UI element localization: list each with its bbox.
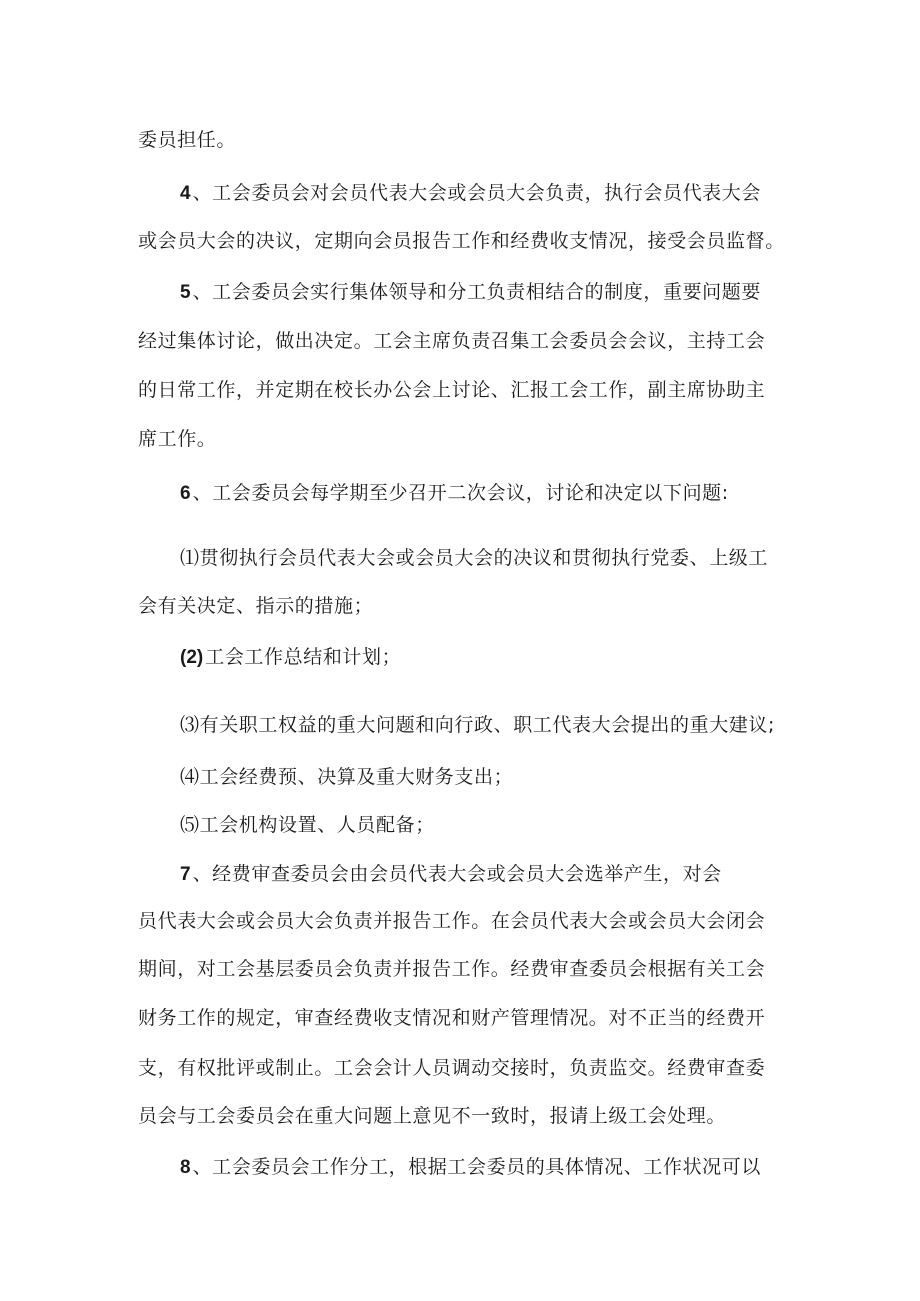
item-3-line: ⑶有关职工权益的重大问题和向行政、职工代表大会提出的重大建议; — [180, 714, 776, 736]
paragraph-6-line-1 — [180, 481, 729, 505]
paragraph-7-line-4: 财务工作的规定，审查经费收支情况和财产管理情况。对不正当的经费开 — [138, 1007, 766, 1029]
paragraph-5-text: 、工会委员会实行集体领导和分工负责相结合的制度，重要问题要 — [192, 281, 761, 303]
item-5-line: ⑸工会机构设置、人员配备； — [180, 814, 435, 836]
paragraph-6-number: 6 — [180, 483, 191, 504]
paragraph-7-line-6: 员会与工会委员会在重大问题上意见不一致时，报请上级工会处理。 — [138, 1105, 727, 1127]
paragraph-6-text: 、工会委员会每学期至少召开二次会议，讨论和决定以下问题: — [192, 482, 729, 504]
item-4-line: ⑷工会经费预、决算及重大财务支出； — [180, 766, 514, 788]
paragraph-5-line-3: 的日常工作，并定期在校长办公会上讨论、汇报工会工作，副主席协助主 — [138, 379, 766, 401]
item-1-line-1: ⑴贯彻执行会员代表大会或会员大会的决议和贯彻执行党委、上级工 — [180, 547, 769, 569]
paragraph-8-line-1 — [180, 1155, 761, 1179]
paragraph-4-text: 、工会委员会对会员代表大会或会员大会负责，执行会员代表大会 — [192, 182, 761, 204]
paragraph-5-line-4: 席工作。 — [138, 428, 217, 450]
paragraph-7-line-5: 支，有权批评或制止。工会会计人员调动交接时，负责监交。经费审查委 — [138, 1057, 766, 1079]
paragraph-5-line-2: 经过集体讨论，做出决定。工会主席负责召集工会委员会会议，主持工会 — [138, 330, 766, 352]
paragraph-7-line-3: 期间，对工会基层委员会负责并报告工作。经费审查委员会根据有关工会 — [138, 958, 766, 980]
paragraph-7-text: 、经费审查委员会由会员代表大会或会员大会选举产生，对会 — [192, 863, 722, 885]
paragraph-7-line-2: 员代表大会或会员大会负责并报告工作。在会员代表大会或会员大会闭会 — [138, 910, 766, 932]
paragraph-8-number: 8 — [180, 1157, 191, 1178]
paragraph-7-number: 7 — [180, 864, 191, 885]
paragraph-4-line-2: 或会员大会的决议，定期向会员报告工作和经费收支情况，接受会员监督。 — [138, 230, 785, 252]
paragraph-4-line-1 — [180, 181, 761, 205]
paragraph-4-number: 4 — [180, 183, 191, 204]
paragraph-5-line-1 — [180, 280, 761, 304]
paragraph-3-tail-line-1: 委员担任。 — [138, 129, 237, 151]
paragraph-8-text: 、工会委员会工作分工，根据工会委员的具体情况、工作状况可以 — [192, 1156, 761, 1178]
paragraph-7-line-1 — [180, 862, 722, 886]
item-2-text: 工会工作总结和计划； — [205, 646, 402, 668]
item-2-number: (2) — [180, 647, 204, 668]
item-2-line — [180, 645, 401, 669]
item-1-line-2: 会有关决定、指示的措施； — [138, 595, 374, 617]
paragraph-5-number: 5 — [180, 282, 191, 303]
